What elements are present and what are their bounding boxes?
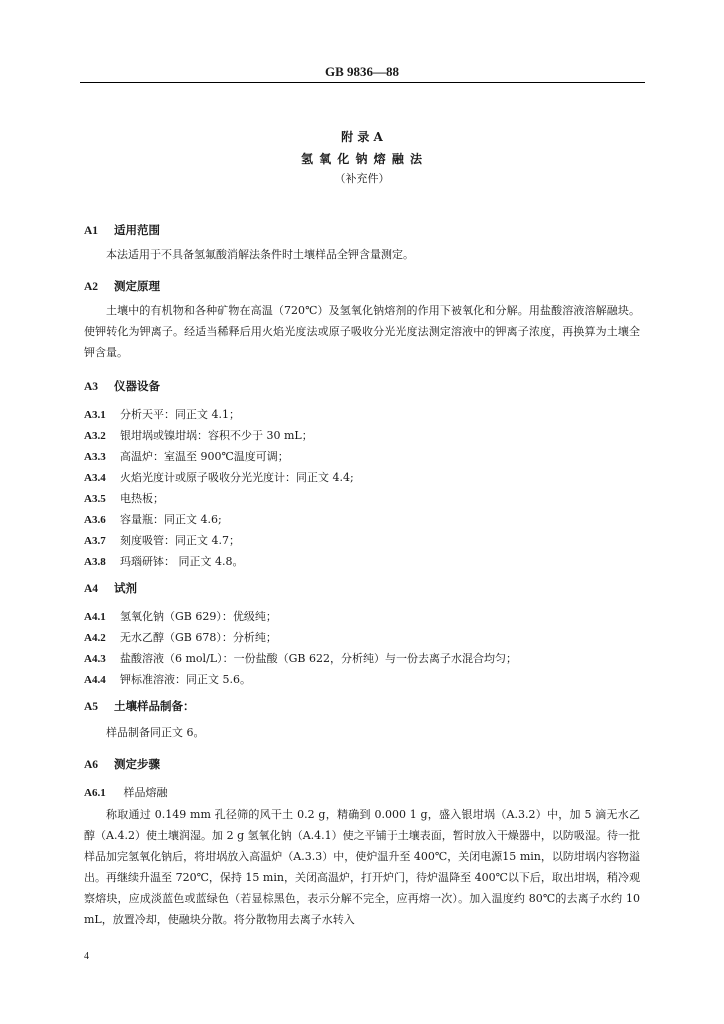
section-heading-a4: [84, 580, 137, 596]
section-heading-a1: [84, 222, 160, 238]
list-item: A3.5 电热板；: [84, 492, 164, 505]
document-code-header: GB 9836—88: [324, 64, 400, 79]
section-a5-text: 样品制备同正文 6。: [106, 726, 205, 739]
section-heading-a6: [84, 756, 160, 772]
appendix-title: 氢 氧 化 钠 熔 融 法: [300, 152, 424, 166]
list-item: A3.7 刻度吸管：同正文 4.7；: [84, 534, 240, 547]
section-number: A2: [84, 281, 99, 293]
section-title: 测定步骤: [114, 757, 161, 771]
subsection-number: A6.1: [84, 787, 106, 799]
list-item: A3.8 玛瑙研钵： 同正文 4.8。: [84, 555, 244, 568]
subsection-heading-a6-1: [84, 784, 168, 800]
list-item: A4.4 钾标准溶液：同正文 5.6。: [84, 673, 251, 686]
list-item: A4.2 无水乙醇（GB 678）：分析纯；: [84, 631, 277, 644]
section-a6-1-text: 称取通过 0.149 mm 孔径筛的风干土 0.2 g，精确到 0.000 1 g，盛入银坩埚（A.3.2）中，加 5 滴无水乙醇（A.4.2）使土壤润湿。加 2 g 氢氧化钠（A.4.1）使之平铺于土壤表面，暂时放入干燥器中，以防吸湿。待一批样品加完氢氧化钠后，将坩埚放入高温炉（A.3.3）中，使炉温升至 400℃，关闭电源15 min，以防坩埚内容物溢出。再继续升温至 720℃，保持 15 min，关闭高温炉，打开炉门，待炉温降至 400℃以下后，取出坩埚，稍冷观察熔块，应成淡蓝色或蓝绿色（若显棕黑色，表示分解不完全，应再熔一次）。加入温度约 80℃的去离子水约 10 mL，放置冷却，使融块分散。将分散物用去离子水转入: [84, 808, 640, 926]
page-number: 4: [84, 951, 89, 962]
header-rule: [80, 82, 645, 83]
section-a2-text: 土壤中的有机物和各种矿物在高温（720℃）及氢氧化钠熔剂的作用下被氧化和分解。用盐酸溶液溶解融块。使钾转化为钾离子。经适当稀释后用火焰光度法或原子吸收分光光度法测定溶液中的钾离子浓度，再换算为土壤全钾含量。: [84, 304, 640, 359]
section-number: A5: [84, 701, 99, 713]
section-number: A6: [84, 759, 99, 771]
list-item: A3.6 容量瓶：同正文 4.6;: [84, 513, 222, 526]
section-number: A4: [84, 583, 99, 595]
list-item: A3.4 火焰光度计或原子吸收分光光度计：同正文 4.4;: [84, 471, 354, 484]
section-number: A1: [84, 225, 99, 237]
section-heading-a2: [84, 278, 160, 294]
list-item: A3.3 高温炉：室温至 900℃温度可调；: [84, 450, 289, 463]
section-title: 仪器设备: [114, 379, 161, 393]
appendix-note: （补充件）: [334, 172, 390, 185]
section-heading-a3: [84, 378, 160, 394]
list-item: A4.1 氢氧化钠（GB 629）：优级纯；: [84, 610, 277, 623]
section-title: 测定原理: [114, 279, 161, 293]
section-a1-text: 本法适用于不具备氢氟酸消解法条件时土壤样品全钾含量测定。: [106, 248, 414, 261]
list-item: A3.2 银坩埚或镍坩埚：容积不少于 30 mL；: [84, 429, 313, 442]
section-heading-a5: [84, 698, 195, 714]
subsection-title: 样品熔融: [123, 786, 168, 799]
list-item: A4.3 盐酸溶液（6 mol/L）：一份盐酸（GB 622，分析纯）与一份去离子水混合均匀；: [84, 652, 517, 665]
section-number: A3: [84, 381, 99, 393]
appendix-label: 附 录 A: [341, 130, 383, 144]
section-title: 试剂: [114, 581, 138, 595]
section-title: 适用范围: [114, 223, 161, 237]
section-title: 土壤样品制备：: [114, 699, 195, 713]
list-item: A3.1 分析天平：同正文 4.1；: [84, 408, 240, 421]
